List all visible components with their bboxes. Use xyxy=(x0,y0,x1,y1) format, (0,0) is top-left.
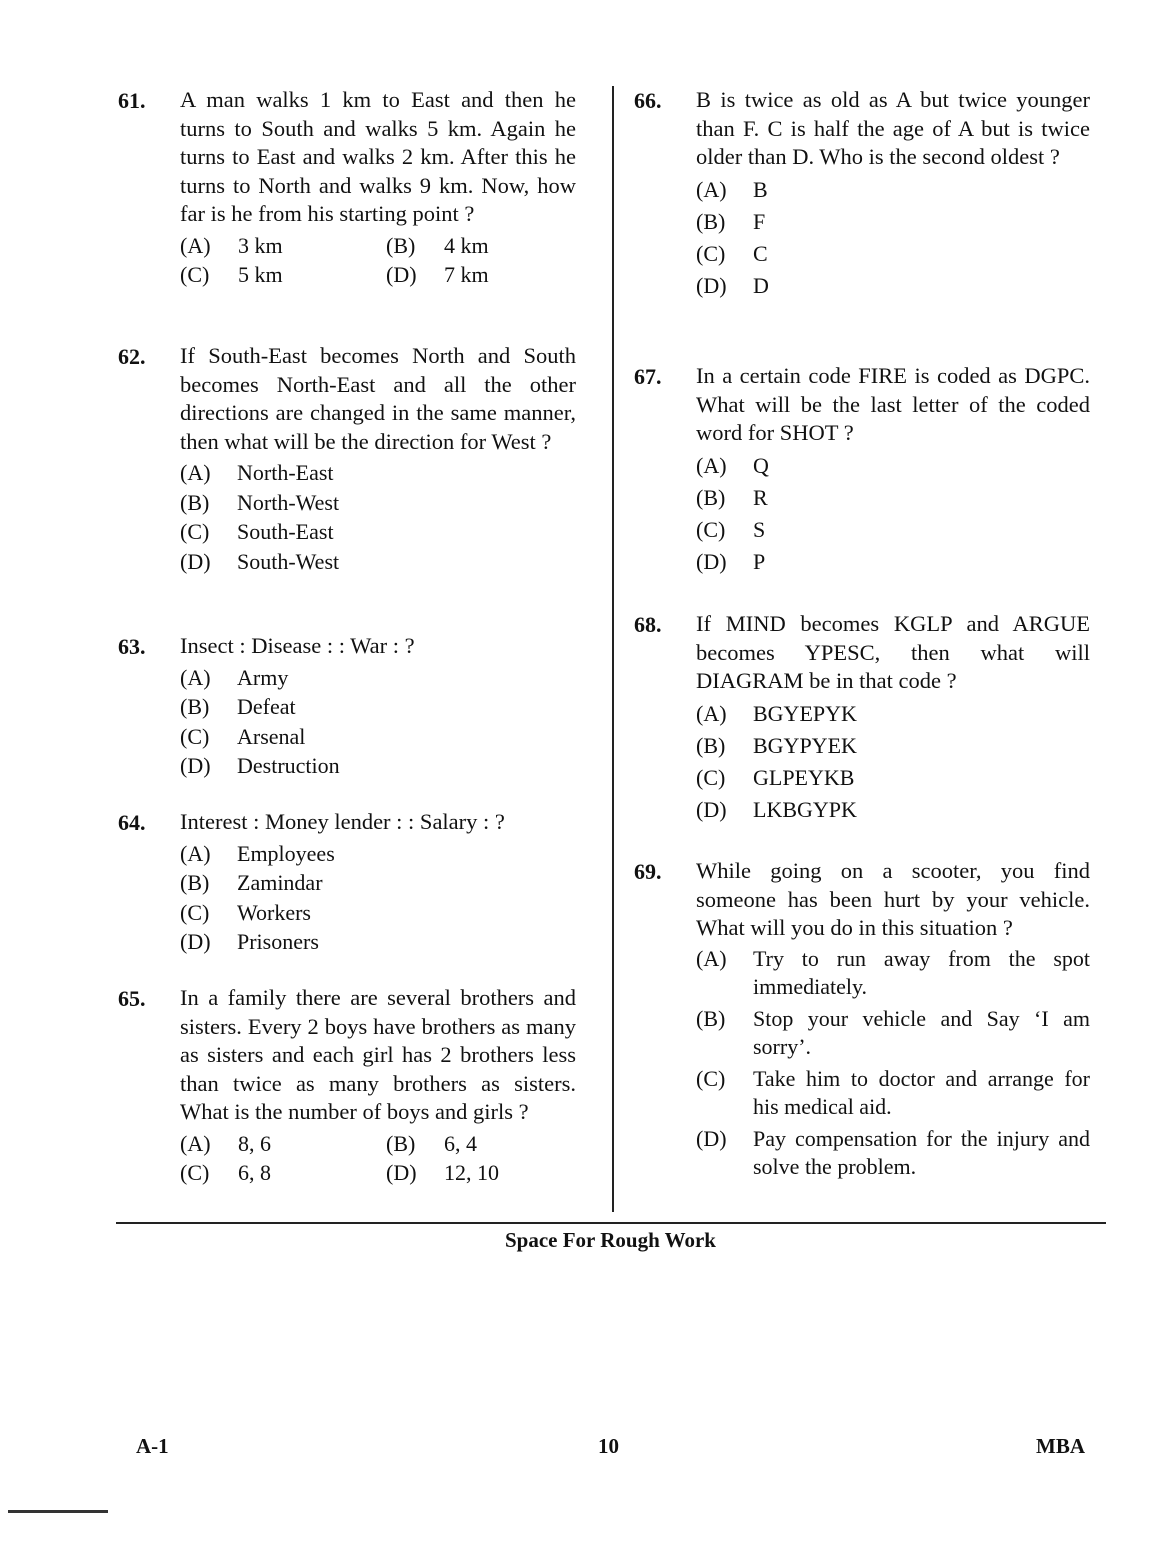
question-number: 64. xyxy=(118,810,146,835)
footer-code: A-1 xyxy=(136,1434,169,1458)
option-d: (D) P xyxy=(696,548,766,574)
question-number: 61. xyxy=(118,88,146,113)
question-text: In a family there are several brothers and sisters. Every 2 boys have brothers as many as sisters and each girl has 2 brothers less than twice as many brothers as sisters. What is the number of boys and girls ? xyxy=(180,985,576,1125)
options xyxy=(696,698,1090,826)
question-64 xyxy=(118,808,576,957)
option-a: (A) B xyxy=(696,176,768,202)
option-c: (C) S xyxy=(696,516,766,542)
options xyxy=(180,458,576,576)
column-divider xyxy=(612,86,614,1212)
option-d: (D) D xyxy=(696,272,769,298)
options xyxy=(180,231,576,290)
page-number: 10 xyxy=(598,1434,619,1458)
rough-work-heading: Space For Rough Work xyxy=(504,1228,716,1252)
footer-subject: MBA xyxy=(1036,1434,1085,1458)
question-68 xyxy=(634,610,1090,826)
option-a: (A) Try to run away from the spot immediately. xyxy=(696,945,1090,999)
option-d: (D) Prisoners xyxy=(180,929,319,955)
option-b: (B) Stop your vehicle and Say ‘I am sorry’. xyxy=(696,1005,1090,1059)
question-63 xyxy=(118,632,576,781)
option-c: (C) 5 km xyxy=(180,262,283,288)
option-a: (A) Q xyxy=(696,452,769,478)
option-c: (C) 6, 8 xyxy=(180,1160,271,1186)
question-text: While going on a scooter, you find someone has been hurt by your vehicle. What will you do in this situation ? xyxy=(696,858,1090,941)
option-d: (D) Pay compensation for the injury and solve the problem. xyxy=(696,1125,1090,1179)
option-a: (A) BGYEPYK xyxy=(696,700,857,726)
scan-mark xyxy=(8,1510,108,1513)
question-number: 67. xyxy=(634,364,662,389)
question-text: In a certain code FIRE is coded as DGPC. What will be the last letter of the coded word for SHOT ? xyxy=(696,363,1090,446)
section-divider xyxy=(116,1222,1106,1224)
option-c: (C) South-East xyxy=(180,519,334,545)
options xyxy=(696,945,1090,1181)
question-67 xyxy=(634,362,1090,578)
options xyxy=(180,1129,576,1188)
option-d: (D) LKBGYPK xyxy=(696,796,857,822)
option-d: (D) South-West xyxy=(180,548,340,574)
option-c: (C) GLPEYKB xyxy=(696,764,855,790)
options xyxy=(180,839,576,957)
question-65 xyxy=(118,984,576,1188)
option-b: (B) Zamindar xyxy=(180,870,323,896)
option-a: (A) Army xyxy=(180,664,289,690)
option-b: (B) BGYPYEK xyxy=(696,732,857,758)
question-number: 65. xyxy=(118,986,146,1011)
options xyxy=(696,450,1090,578)
question-69 xyxy=(634,857,1090,1185)
option-b: (B) 4 km xyxy=(386,232,489,258)
option-c: (C) Take him to doctor and arrange for his medical aid. xyxy=(696,1065,1090,1119)
question-text: Insect : Disease : : War : ? xyxy=(180,633,415,658)
option-b: (B) F xyxy=(696,208,766,234)
question-number: 66. xyxy=(634,88,662,113)
question-number: 63. xyxy=(118,634,146,659)
question-number: 68. xyxy=(634,612,662,637)
options xyxy=(696,174,1090,302)
option-a: (A) 3 km xyxy=(180,232,283,258)
option-a: (A) North-East xyxy=(180,460,334,486)
option-c: (C) Arsenal xyxy=(180,723,306,749)
option-c: (C) C xyxy=(696,240,768,266)
option-d: (D) 7 km xyxy=(386,262,489,288)
question-text: B is twice as old as A but twice younger than F. C is half the age of A but is twice older than D. Who is the second oldest ? xyxy=(696,87,1090,170)
question-text: A man walks 1 km to East and then he turns to South and walks 5 km. Again he turns to East and walks 2 km. After this he turns to North and walks 9 km. Now, how far is he from his starting point ? xyxy=(180,87,576,227)
question-62 xyxy=(118,342,576,576)
question-number: 62. xyxy=(118,344,146,369)
option-b: (B) R xyxy=(696,484,768,510)
option-c: (C) Workers xyxy=(180,899,311,925)
question-66 xyxy=(634,86,1090,302)
question-text: If South-East becomes North and South becomes North-East and all the other directions are changed in the same manner, then what will be the direction for West ? xyxy=(180,343,576,454)
question-61 xyxy=(118,86,576,290)
option-b: (B) North-West xyxy=(180,489,340,515)
option-b: (B) 6, 4 xyxy=(386,1130,477,1156)
question-text: Interest : Money lender : : Salary : ? xyxy=(180,809,505,834)
options xyxy=(180,663,576,781)
option-d: (D) 12, 10 xyxy=(386,1160,499,1186)
option-b: (B) Defeat xyxy=(180,694,296,720)
option-a: (A) 8, 6 xyxy=(180,1130,271,1156)
option-a: (A) Employees xyxy=(180,840,335,866)
question-number: 69. xyxy=(634,859,662,884)
question-text: If MIND becomes KGLP and ARGUE becomes YPESC, then what will DIAGRAM be in that code ? xyxy=(696,611,1090,694)
option-d: (D) Destruction xyxy=(180,753,340,779)
